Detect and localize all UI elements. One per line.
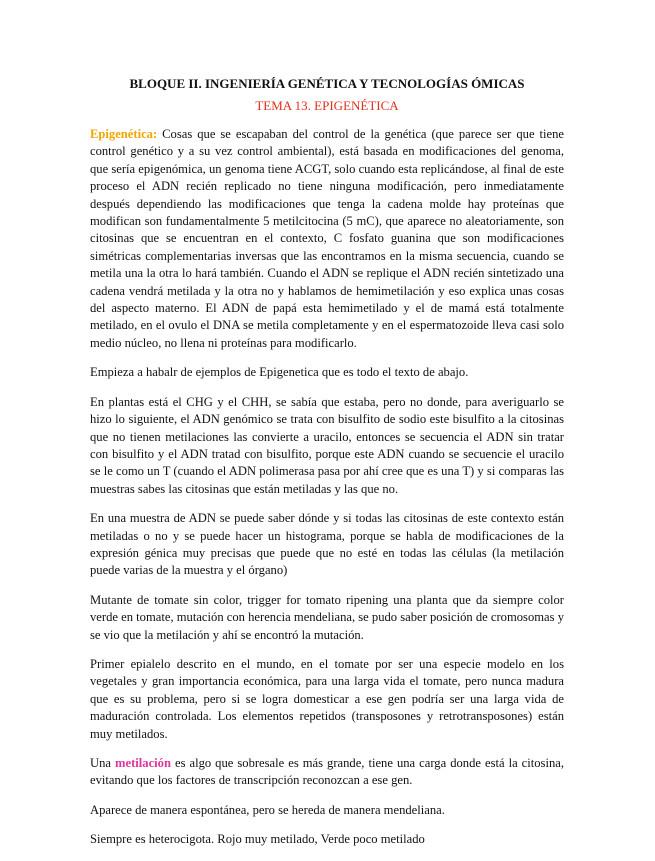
page-title: BLOQUE II. INGENIERÍA GENÉTICA Y TECNOLOGÍAS ÓMICAS (129, 76, 525, 91)
paragraph-heterozygous: Siempre es heterocigota. Rojo muy metilado, Verde poco metilado (90, 832, 425, 847)
paragraph-bisulfite: En plantas está el CHG y el CHH, se sabía que estaba, pero no donde, para averiguarlo se hizo lo siguiente, el ADN genómico se trata con bisulfito de sodio este bisulfito a la citosinas que no tienen metilaciones las convierte a uracilo, entonces se secuencia el ADN sin tratar con bisulfito y el ADN tratad con bisulfito, porque este ADN cuando se secuencie el uracilo se le como un T (cuando el ADN polimerasa pasa por ahí cree que es una T) y si comparas las muestras sabes las citosinas que están metiladas y las que no. (90, 394, 564, 496)
paragraph-text: Cosas que se escapaban del control de la genética (que parece ser que tiene control genético y a su vez control ambiental), está basada en modificaciones del genoma, que sería epigenómica, un genoma tiene ACGT, solo cuando esta replicándose, al final de este proceso el ADN recién replicado no tiene ninguna modificación, pero inmediatamente después dependiendo las modificaciones que tenga la cadena molde hay proteínas que modifican son fundamentalmente 5 metilcitocina (5 mC), que aparece no aleatoriamente, son citosinas que se encuentran en el contexto, C fosfato guanina que son modificaciones simétricas complementarias inversas que las encontramos en la misma secuencia, cuando se metila una la otra lo hará también. Cuando el ADN se replique el ADN recién sintetizado una cadena vendrá metilada y la otra no y hablamos de hemimetilación y eso explica unas cosas del aspecto materno. El ADN de papá esta hemimetilado y el de mamá está totalmente metilado, en el ovulo el DNA se metila completamente y en el espermatozoide lleva casi solo medio núcleo, no llena ni proteínas para modificarlo. (90, 127, 564, 350)
paragraph-epigenetica-definition (90, 126, 564, 352)
term-metilacion: metilación (115, 756, 171, 770)
document-page (90, 76, 564, 861)
paragraph-tomato-mutant: Mutante de tomate sin color, trigger for tomato ripening una planta que da siempre color verde en tomate, mutación con herencia mendeliana, se pudo saber posición de cromosomas y se vio que la metilación y ahí se encontró la mutación. (90, 592, 564, 642)
topic-title: TEMA 13. EPIGENÉTICA (255, 98, 399, 113)
paragraph-histogram: En una muestra de ADN se puede saber dónde y si todas las citosinas de este contexto están metiladas o no y se puede hacer un histograma, porque se habla de modificaciones de la expresión génica muy precisas que puede que no esté en todas las células (la metilación puede varias de la muestra y el órgano) (90, 511, 564, 578)
paragraph-epiallele: Primer epialelo descrito en el mundo, en el tomate por ser una especie modelo en los vegetales y gran importancia económica, para una larga vida el tomate, pero nunca madura que es su problema, pero si se logra domesticar a ese gen podría ser una larga vida de maduración controlada. Los elementos repetidos (transposones y retrotransposones) están muy metilados. (90, 656, 564, 741)
term-epigenetica: Epigenética: (90, 127, 158, 141)
paragraph-text-after: es algo que sobresale es más grande, tiene una carga donde está la citosina, evitando que los factores de transcripción reconozcan a ese gen. (90, 756, 564, 788)
paragraph-text-before: Una (90, 756, 115, 770)
paragraph-examples-intro: Empieza a habalr de ejemplos de Epigenetica que es todo el texto de abajo. (90, 365, 469, 380)
paragraph-metilacion (90, 755, 564, 790)
paragraph-spontaneous: Aparece de manera espontánea, pero se hereda de manera mendeliana. (90, 802, 445, 817)
